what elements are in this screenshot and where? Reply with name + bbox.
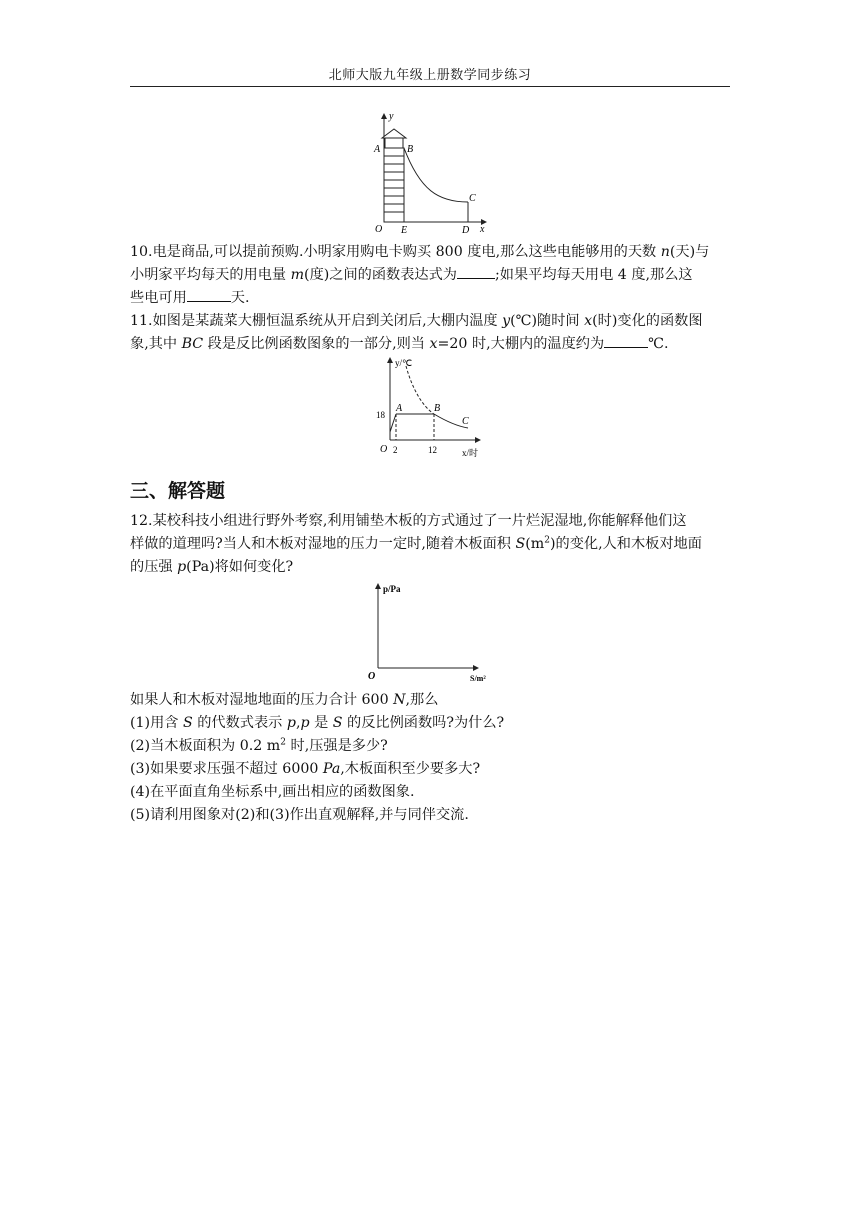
fig1-label-y: y: [389, 111, 394, 122]
q12-line-1: 12.某校科技小组进行野外考察,利用铺垫木板的方式通过了一片烂泥湿地,你能解释他们这: [130, 513, 687, 529]
fig2-tick-2: 2: [393, 445, 398, 455]
q12-line-3: 的压强 p(Pa)将如何变化?: [130, 559, 294, 575]
fig2-label-o: O: [380, 444, 388, 455]
fig1-label-a: A: [374, 144, 381, 155]
fig1-label-x: x: [480, 224, 485, 235]
fig3-label-y: p/Pa: [383, 584, 401, 594]
question-10: [130, 241, 730, 310]
fig3-label-x: S/m²: [470, 674, 486, 683]
fig1-label-c: C: [469, 193, 476, 204]
fig2-tick-12: 12: [428, 445, 437, 455]
fig3-label-o: O: [368, 671, 376, 682]
fig1-label-e: E: [401, 225, 408, 236]
q10-line-3: 些电可用 天.: [130, 287, 730, 310]
q12-part-5: (5)请利用图象对(2)和(3)作出直观解释,并与同伴交流.: [130, 807, 469, 823]
q12-part-2: (2)当木板面积为 0.2 $m^2$ 时,压强是多少?: [130, 737, 388, 754]
fig1-label-d: D: [462, 225, 470, 236]
figure-tower-graph: [368, 110, 494, 236]
figure-temperature-graph: [372, 354, 490, 462]
figure-pressure-axes: [366, 580, 502, 684]
q12-line-2: 样做的道理吗?当人和木板对湿地的压力一定时,随着木板面积 $S(m^2)$的变化,人和木板对地面: [130, 535, 702, 552]
fig2-label-c: C: [462, 416, 469, 427]
section-title: 三、解答题: [130, 480, 226, 502]
question-12: [130, 510, 730, 579]
q10-line-2: 小明家平均每天的用电量 m(度)之间的函数表达式为 ;如果平均每天用电 4 度,那么这: [130, 264, 730, 287]
q11-line-2: 象,其中 BC 段是反比例函数图象的一部分,则当 x=20 时,大棚内的温度约为 ℃.: [130, 333, 730, 356]
question-12-parts: [130, 689, 730, 827]
header-rule: [130, 86, 730, 87]
q12-part-1: (1)用含 S 的代数式表示 p,p 是 S 的反比例函数吗?为什么?: [130, 715, 505, 731]
answer-blank[interactable]: [604, 333, 648, 348]
q11-line-1: 11.如图是某蔬菜大棚恒温系统从开启到关闭后,大棚内温度 y(℃)随时间 x(时)变化的函数图: [130, 313, 703, 329]
fig2-label-b: B: [434, 403, 441, 414]
q12-part-4: (4)在平面直角坐标系中,画出相应的函数图象.: [130, 784, 415, 800]
fig2-label-x: x/时: [462, 448, 479, 458]
fig2-label-y: y/℃: [395, 358, 413, 368]
answer-blank[interactable]: [187, 287, 231, 302]
q10-line-1: 10.电是商品,可以提前预购.小明家用购电卡购买 800 度电,那么这些电能够用的天数 n(天)与: [130, 244, 710, 260]
q12-part-3: (3)如果要求压强不超过 6000 Pa,木板面积至少要多大?: [130, 761, 481, 777]
fig1-label-o: O: [375, 224, 383, 235]
answer-blank[interactable]: [457, 264, 495, 279]
fig1-label-b: B: [407, 144, 414, 155]
fig2-label-a: A: [396, 403, 403, 414]
q12-intro: 如果人和木板对湿地地面的压力合计 600 N,那么: [130, 692, 439, 708]
question-11: [130, 310, 730, 356]
page-header: 北师大版九年级上册数学同步练习: [328, 68, 532, 83]
fig2-tick-18: 18: [376, 410, 385, 420]
